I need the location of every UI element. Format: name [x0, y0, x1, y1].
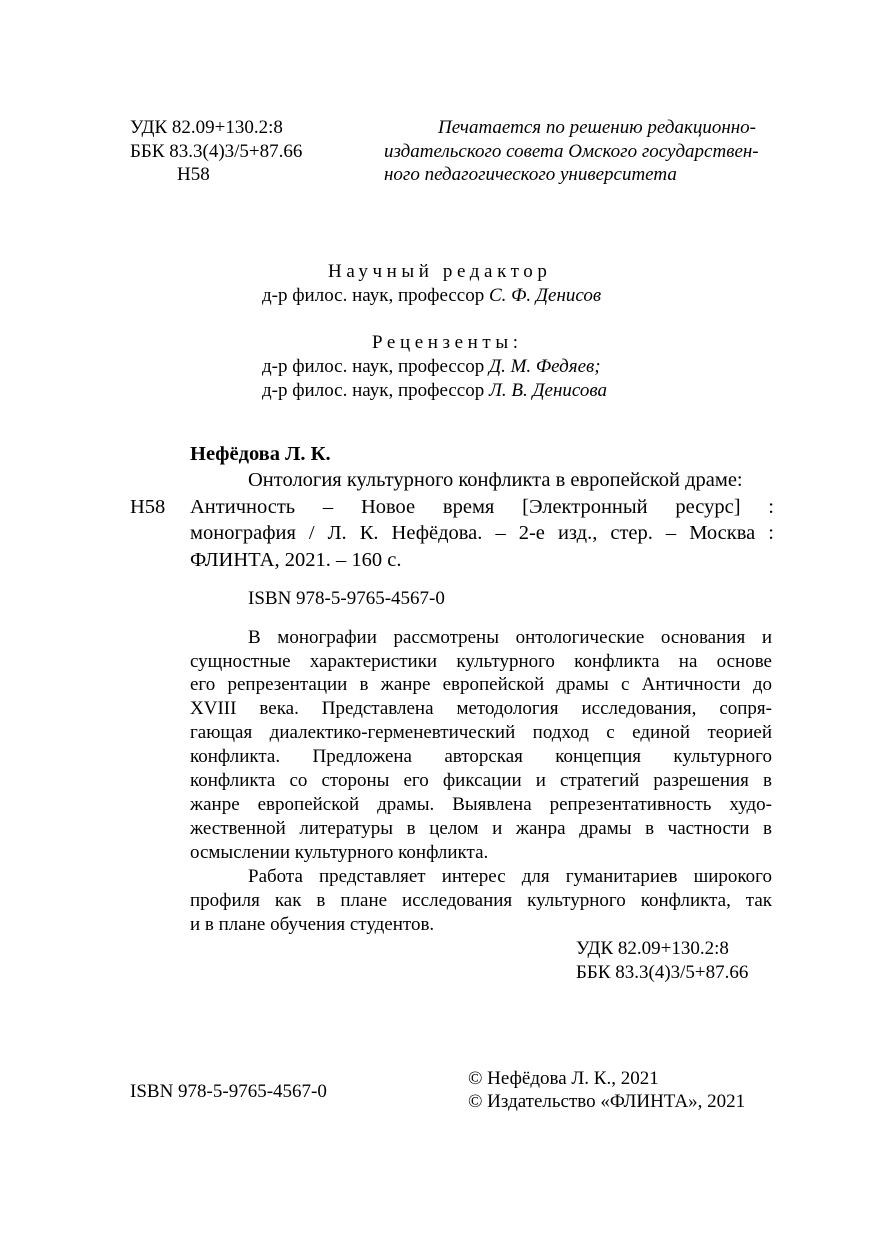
header-bbk: ББК 83.3(4)3/5+87.66 [130, 141, 303, 162]
header-author-mark: Н58 [177, 164, 210, 185]
reviewer-name: Д. М. Федяев; [488, 356, 601, 377]
editor-credit [262, 284, 601, 308]
footer-copyright-publisher: © Издательство «ФЛИНТА», 2021 [468, 1091, 746, 1112]
abstract-line: конфликта со стороны его фиксации и стратегий разрешения в [190, 770, 772, 791]
reviewer-title: д-р филос. наук, профессор [262, 356, 489, 377]
footer-copyright-author: © Нефёдова Л. К., 2021 [468, 1068, 659, 1089]
reviewer-title: д-р филос. наук, профессор [262, 380, 489, 401]
abstract-line: и в плане обучения студентов. [190, 914, 435, 935]
reviewer-credit [262, 379, 607, 403]
abstract-line: профиля как в плане исследования культурного конфликта, так [190, 890, 772, 911]
editor-heading: Научный редактор [328, 261, 552, 282]
catalog-line: монография / Л. К. Нефёдова. – 2-е изд., стер. – Москва : [190, 522, 774, 544]
catalog-line: ФЛИНТА, 2021. – 160 с. [190, 549, 402, 571]
abstract-line: гающая диалектико-герменевтический подход с единой теорией [190, 722, 772, 743]
abstract-line: Работа представляет интерес для гуманитариев широкого [248, 866, 772, 887]
catalog-author: Нефёдова Л. К. [190, 443, 331, 465]
catalog-mark: Н58 [130, 496, 166, 518]
abstract-udk: УДК 82.09+130.2:8 [576, 938, 729, 959]
editor-name: С. Ф. Денисов [488, 285, 602, 306]
publish-note-line: ного педагогического университета [384, 164, 677, 185]
publish-note-line: издательского совета Омского государствен- [384, 141, 759, 162]
reviewers-heading: Рецензенты: [372, 332, 523, 353]
reviewer-name: Л. В. Денисова [488, 380, 607, 401]
catalog-line: Античность – Новое время [Электронный ресурс] : [190, 496, 774, 518]
abstract-line: В монографии рассмотрены онтологические основания и [248, 627, 772, 648]
footer-isbn: ISBN 978-5-9765-4567-0 [130, 1081, 327, 1102]
catalog-line: Онтология культурного конфликта в европейской драме: [248, 469, 743, 491]
abstract-line: жественной литературы в целом и жанра драмы в частности в [190, 818, 772, 839]
editor-title: д-р филос. наук, профессор [262, 285, 489, 306]
catalog-isbn: ISBN 978-5-9765-4567-0 [248, 588, 445, 609]
abstract-line: сущностные характеристики культурного конфликта на основе [190, 651, 772, 672]
abstract-line: XVIII века. Представлена методология исследования, сопря- [190, 698, 772, 719]
abstract-line: осмыслении культурного конфликта. [190, 842, 489, 863]
reviewer-credit [262, 355, 601, 379]
abstract-line: его репрезентации в жанре европейской драмы с Античности до [190, 674, 772, 695]
abstract-bbk: ББК 83.3(4)3/5+87.66 [576, 962, 749, 983]
header-udk: УДК 82.09+130.2:8 [130, 117, 283, 138]
abstract-line: конфликта. Предложена авторская концепция культурного [190, 746, 772, 767]
publish-note-line: Печатается по решению редакционно- [438, 117, 757, 138]
abstract-line: жанре европейской драмы. Выявлена репрезентативность худо- [190, 794, 772, 815]
